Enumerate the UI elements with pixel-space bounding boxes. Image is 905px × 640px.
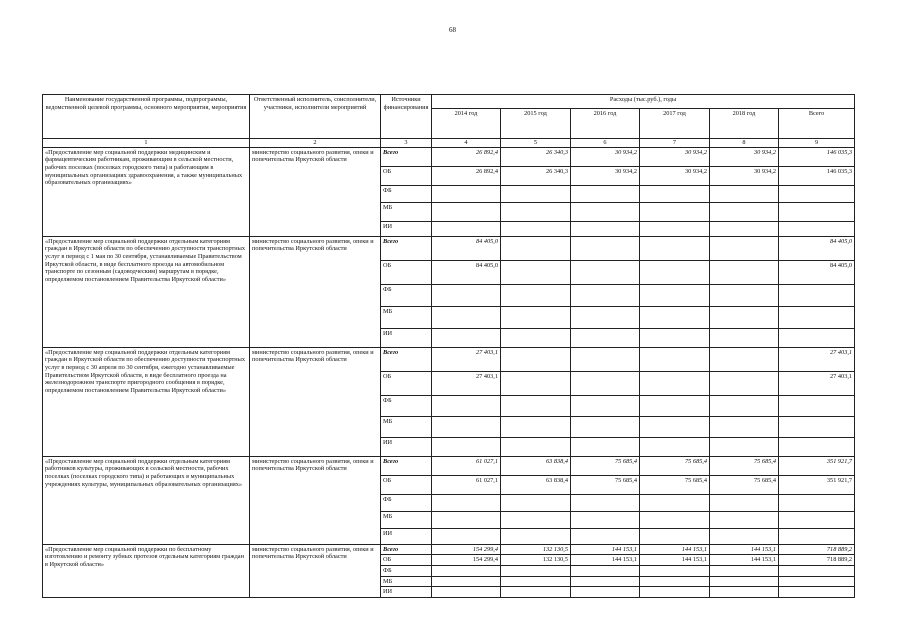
year-value-cell xyxy=(710,328,779,347)
funding-source-cell: МБ xyxy=(381,306,432,328)
year-value-cell xyxy=(501,437,571,456)
column-number: 2 xyxy=(250,139,381,148)
total-value-cell: 27 403,1 xyxy=(779,371,855,395)
column-number: 8 xyxy=(710,139,779,148)
total-value-cell xyxy=(779,566,855,577)
column-number: 6 xyxy=(571,139,640,148)
funding-source-cell: ИИ xyxy=(381,587,432,598)
year-value-cell xyxy=(710,566,779,577)
funding-source-cell: ФБ xyxy=(381,284,432,306)
year-value-cell xyxy=(501,328,571,347)
year-value-cell xyxy=(640,371,710,395)
column-number: 3 xyxy=(381,139,432,148)
total-value-cell xyxy=(779,221,855,236)
year-value-cell xyxy=(432,437,501,456)
year-value-cell xyxy=(710,511,779,528)
year-value-cell: 63 838,4 xyxy=(501,456,571,475)
year-value-cell xyxy=(640,566,710,577)
column-number: 4 xyxy=(432,139,501,148)
total-value-cell: 27 403,1 xyxy=(779,347,855,371)
year-value-cell: 154 299,4 xyxy=(432,544,501,555)
total-value-cell: 84 405,0 xyxy=(779,236,855,260)
year-value-cell: 144 153,1 xyxy=(571,544,640,555)
column-number: 9 xyxy=(779,139,855,148)
year-value-cell xyxy=(710,576,779,587)
funding-source-cell: МБ xyxy=(381,202,432,221)
year-value-cell: 26 892,4 xyxy=(432,147,501,166)
header-name: Наименование государственной программы, подпрограммы, ведомственной целевой программы, основного мероприятия, мероприятия xyxy=(43,95,250,139)
header-total: Всего xyxy=(779,109,855,139)
table-row xyxy=(43,147,855,166)
funding-source-cell: ОБ xyxy=(381,166,432,185)
year-value-cell xyxy=(501,260,571,284)
header-year: 2015 год xyxy=(501,109,571,139)
funding-source-cell: ФБ xyxy=(381,395,432,416)
executor-cell: министерство социального развития, опеки и попечительства Иркутской области xyxy=(250,544,381,597)
year-value-cell: 154 299,4 xyxy=(432,555,501,566)
year-value-cell xyxy=(571,284,640,306)
year-value-cell xyxy=(571,494,640,511)
total-value-cell xyxy=(779,328,855,347)
year-value-cell xyxy=(571,566,640,577)
year-value-cell: 132 130,5 xyxy=(501,555,571,566)
year-value-cell: 75 685,4 xyxy=(640,475,710,494)
year-value-cell xyxy=(640,202,710,221)
year-value-cell xyxy=(501,587,571,598)
funding-source-cell: МБ xyxy=(381,416,432,437)
executor-cell: министерство социального развития, опеки и попечительства Иркутской области xyxy=(250,456,381,544)
total-value-cell: 351 921,7 xyxy=(779,456,855,475)
year-value-cell: 144 153,1 xyxy=(640,555,710,566)
year-value-cell xyxy=(640,528,710,544)
year-value-cell xyxy=(710,306,779,328)
funding-source-cell: Всего xyxy=(381,347,432,371)
funding-source-cell: Всего xyxy=(381,236,432,260)
funding-source-cell: ИИ xyxy=(381,221,432,236)
year-value-cell xyxy=(710,185,779,202)
year-value-cell: 30 934,2 xyxy=(710,147,779,166)
year-value-cell: 30 934,2 xyxy=(571,147,640,166)
year-value-cell xyxy=(432,284,501,306)
column-numbers-row xyxy=(43,139,855,148)
year-value-cell: 27 403,1 xyxy=(432,347,501,371)
total-value-cell: 718 889,2 xyxy=(779,544,855,555)
total-value-cell xyxy=(779,587,855,598)
year-value-cell: 27 403,1 xyxy=(432,371,501,395)
year-value-cell xyxy=(640,437,710,456)
year-value-cell: 75 685,4 xyxy=(710,475,779,494)
funding-source-cell: ФБ xyxy=(381,494,432,511)
year-value-cell xyxy=(501,347,571,371)
measure-name-cell: «Предоставление мер социальной поддержки медицинским и фармацевтическим работникам, проживающим в сельской местности, рабочих поселках (поселках городского типа) и работающим в муниципальных организациях здравоохранения, а также муниципальных образовательных организациях» xyxy=(43,147,250,236)
total-value-cell xyxy=(779,528,855,544)
year-value-cell xyxy=(710,284,779,306)
year-value-cell xyxy=(710,260,779,284)
total-value-cell xyxy=(779,202,855,221)
year-value-cell xyxy=(571,395,640,416)
year-value-cell xyxy=(501,416,571,437)
funding-source-cell: Всего xyxy=(381,456,432,475)
column-number: 5 xyxy=(501,139,571,148)
header-year: 2016 год xyxy=(571,109,640,139)
year-value-cell xyxy=(640,284,710,306)
year-value-cell xyxy=(432,494,501,511)
year-value-cell xyxy=(640,347,710,371)
year-value-cell xyxy=(432,566,501,577)
year-value-cell xyxy=(571,437,640,456)
executor-cell: министерство социального развития, опеки и попечительства Иркутской области xyxy=(250,347,381,456)
year-value-cell xyxy=(432,185,501,202)
year-value-cell xyxy=(640,494,710,511)
total-value-cell: 146 035,3 xyxy=(779,166,855,185)
year-value-cell xyxy=(501,566,571,577)
year-value-cell xyxy=(640,221,710,236)
year-value-cell xyxy=(640,511,710,528)
year-value-cell xyxy=(710,416,779,437)
year-value-cell xyxy=(432,528,501,544)
year-value-cell: 26 340,3 xyxy=(501,147,571,166)
table-row xyxy=(43,544,855,555)
year-value-cell xyxy=(571,371,640,395)
year-value-cell xyxy=(571,306,640,328)
year-value-cell xyxy=(501,576,571,587)
year-value-cell: 61 027,1 xyxy=(432,475,501,494)
year-value-cell xyxy=(501,306,571,328)
header-executor: Ответственный исполнитель, соисполнители, участники, исполнители мероприятий xyxy=(250,95,381,139)
year-value-cell xyxy=(432,202,501,221)
funding-source-cell: ИИ xyxy=(381,528,432,544)
total-value-cell: 351 921,7 xyxy=(779,475,855,494)
year-value-cell xyxy=(571,236,640,260)
funding-source-cell: ИИ xyxy=(381,437,432,456)
year-value-cell: 75 685,4 xyxy=(571,475,640,494)
year-value-cell xyxy=(571,528,640,544)
executor-cell: министерство социального развития, опеки и попечительства Иркутской области xyxy=(250,147,381,236)
measure-name-cell: «Предоставление мер социальной поддержки по бесплатному изготовлению и ремонту зубных протезов отдельным категориям граждан в Иркутской области» xyxy=(43,544,250,597)
year-value-cell xyxy=(571,416,640,437)
year-value-cell xyxy=(710,371,779,395)
year-value-cell xyxy=(432,511,501,528)
measure-name-cell: «Предоставление мер социальной поддержки отдельным категориям работников культуры, проживающих в сельской местности, рабочих поселках (поселках городского типа) и работающих в муниципальных учреждениях культуры, муниципальных образовательных организациях» xyxy=(43,456,250,544)
year-value-cell xyxy=(710,528,779,544)
funding-source-cell: ОБ xyxy=(381,475,432,494)
year-value-cell xyxy=(710,395,779,416)
total-value-cell: 718 889,2 xyxy=(779,555,855,566)
year-value-cell: 30 934,2 xyxy=(710,166,779,185)
year-value-cell xyxy=(571,347,640,371)
year-value-cell xyxy=(571,328,640,347)
year-value-cell: 144 153,1 xyxy=(710,555,779,566)
year-value-cell: 63 838,4 xyxy=(501,475,571,494)
total-value-cell xyxy=(779,511,855,528)
year-value-cell: 75 685,4 xyxy=(710,456,779,475)
table-row xyxy=(43,456,855,475)
funding-source-cell: ОБ xyxy=(381,371,432,395)
year-value-cell xyxy=(432,306,501,328)
year-value-cell xyxy=(501,528,571,544)
year-value-cell xyxy=(571,221,640,236)
funding-source-cell: ОБ xyxy=(381,555,432,566)
year-value-cell xyxy=(571,202,640,221)
year-value-cell xyxy=(432,328,501,347)
year-value-cell: 30 934,2 xyxy=(571,166,640,185)
year-value-cell: 144 153,1 xyxy=(640,544,710,555)
funding-source-cell: Всего xyxy=(381,544,432,555)
year-value-cell xyxy=(501,221,571,236)
year-value-cell: 75 685,4 xyxy=(571,456,640,475)
year-value-cell: 75 685,4 xyxy=(640,456,710,475)
total-value-cell: 146 035,3 xyxy=(779,147,855,166)
header-year: 2018 год xyxy=(710,109,779,139)
year-value-cell xyxy=(640,576,710,587)
year-value-cell xyxy=(640,306,710,328)
year-value-cell xyxy=(640,416,710,437)
year-value-cell xyxy=(501,511,571,528)
header-year: 2017 год xyxy=(640,109,710,139)
funding-source-cell: МБ xyxy=(381,576,432,587)
year-value-cell xyxy=(432,221,501,236)
year-value-cell: 26 892,4 xyxy=(432,166,501,185)
total-value-cell xyxy=(779,494,855,511)
year-value-cell xyxy=(501,395,571,416)
column-number: 1 xyxy=(43,139,250,148)
year-value-cell xyxy=(710,587,779,598)
year-value-cell xyxy=(501,494,571,511)
year-value-cell xyxy=(432,395,501,416)
funding-source-cell: ФБ xyxy=(381,185,432,202)
total-value-cell xyxy=(779,185,855,202)
header-year: 2014 год xyxy=(432,109,501,139)
column-number: 7 xyxy=(640,139,710,148)
year-value-cell xyxy=(501,236,571,260)
year-value-cell: 30 934,2 xyxy=(640,147,710,166)
year-value-cell: 84 405,0 xyxy=(432,236,501,260)
year-value-cell xyxy=(501,185,571,202)
funding-source-cell: МБ xyxy=(381,511,432,528)
year-value-cell: 144 153,1 xyxy=(571,555,640,566)
funding-source-cell: ФБ xyxy=(381,566,432,577)
year-value-cell xyxy=(710,202,779,221)
total-value-cell xyxy=(779,576,855,587)
executor-cell: министерство социального развития, опеки и попечительства Иркутской области xyxy=(250,236,381,347)
year-value-cell xyxy=(640,185,710,202)
year-value-cell xyxy=(571,511,640,528)
year-value-cell xyxy=(571,260,640,284)
year-value-cell xyxy=(710,494,779,511)
header-sources: Источники финансирования xyxy=(381,95,432,139)
total-value-cell xyxy=(779,284,855,306)
total-value-cell xyxy=(779,437,855,456)
year-value-cell: 132 130,5 xyxy=(501,544,571,555)
year-value-cell xyxy=(640,587,710,598)
year-value-cell xyxy=(571,185,640,202)
year-value-cell xyxy=(640,328,710,347)
year-value-cell xyxy=(432,576,501,587)
table-row xyxy=(43,236,855,260)
year-value-cell xyxy=(501,202,571,221)
year-value-cell xyxy=(640,236,710,260)
year-value-cell xyxy=(501,284,571,306)
year-value-cell xyxy=(571,576,640,587)
funding-source-cell: ИИ xyxy=(381,328,432,347)
year-value-cell xyxy=(710,347,779,371)
year-value-cell xyxy=(432,416,501,437)
measure-name-cell: «Предоставление мер социальной поддержки отдельным категориям граждан в Иркутской области по обеспечению доступности транспортных услуг в период с 1 мая по 30 сентября, устанавливаемые Правительством Иркутской области, в виде бесплатного проезда на автомобильном транспорте по сезонным (садоводческим) маршрутам в порядке, определяемом постановлением Правительства Иркутской области» xyxy=(43,236,250,347)
total-value-cell xyxy=(779,395,855,416)
funding-source-cell: Всего xyxy=(381,147,432,166)
table-row xyxy=(43,347,855,371)
funding-source-cell: ОБ xyxy=(381,260,432,284)
total-value-cell xyxy=(779,306,855,328)
page-number: 68 xyxy=(449,26,456,34)
year-value-cell: 84 405,0 xyxy=(432,260,501,284)
budget-table xyxy=(42,94,855,598)
header-expenses: Расходы (тыс.руб.), годы xyxy=(432,95,855,109)
year-value-cell xyxy=(571,587,640,598)
year-value-cell: 30 934,2 xyxy=(640,166,710,185)
total-value-cell xyxy=(779,416,855,437)
year-value-cell xyxy=(640,395,710,416)
measure-name-cell: «Предоставление мер социальной поддержки отдельным категориям граждан в Иркутской области по обеспечению доступности транспортных услуг в период с 30 апреля по 30 сентября, ежегодно устанавливаемые Правительством Иркутской области, в виде бесплатного проезда на железнодорожном транспорте пригородного сообщения в порядке, определяемом постановлением Правительства Иркутской области» xyxy=(43,347,250,456)
year-value-cell xyxy=(501,371,571,395)
year-value-cell xyxy=(432,587,501,598)
year-value-cell: 61 027,1 xyxy=(432,456,501,475)
year-value-cell xyxy=(710,221,779,236)
year-value-cell xyxy=(640,260,710,284)
total-value-cell: 84 405,0 xyxy=(779,260,855,284)
year-value-cell xyxy=(710,236,779,260)
year-value-cell: 144 153,1 xyxy=(710,544,779,555)
year-value-cell xyxy=(710,437,779,456)
year-value-cell: 26 340,3 xyxy=(501,166,571,185)
